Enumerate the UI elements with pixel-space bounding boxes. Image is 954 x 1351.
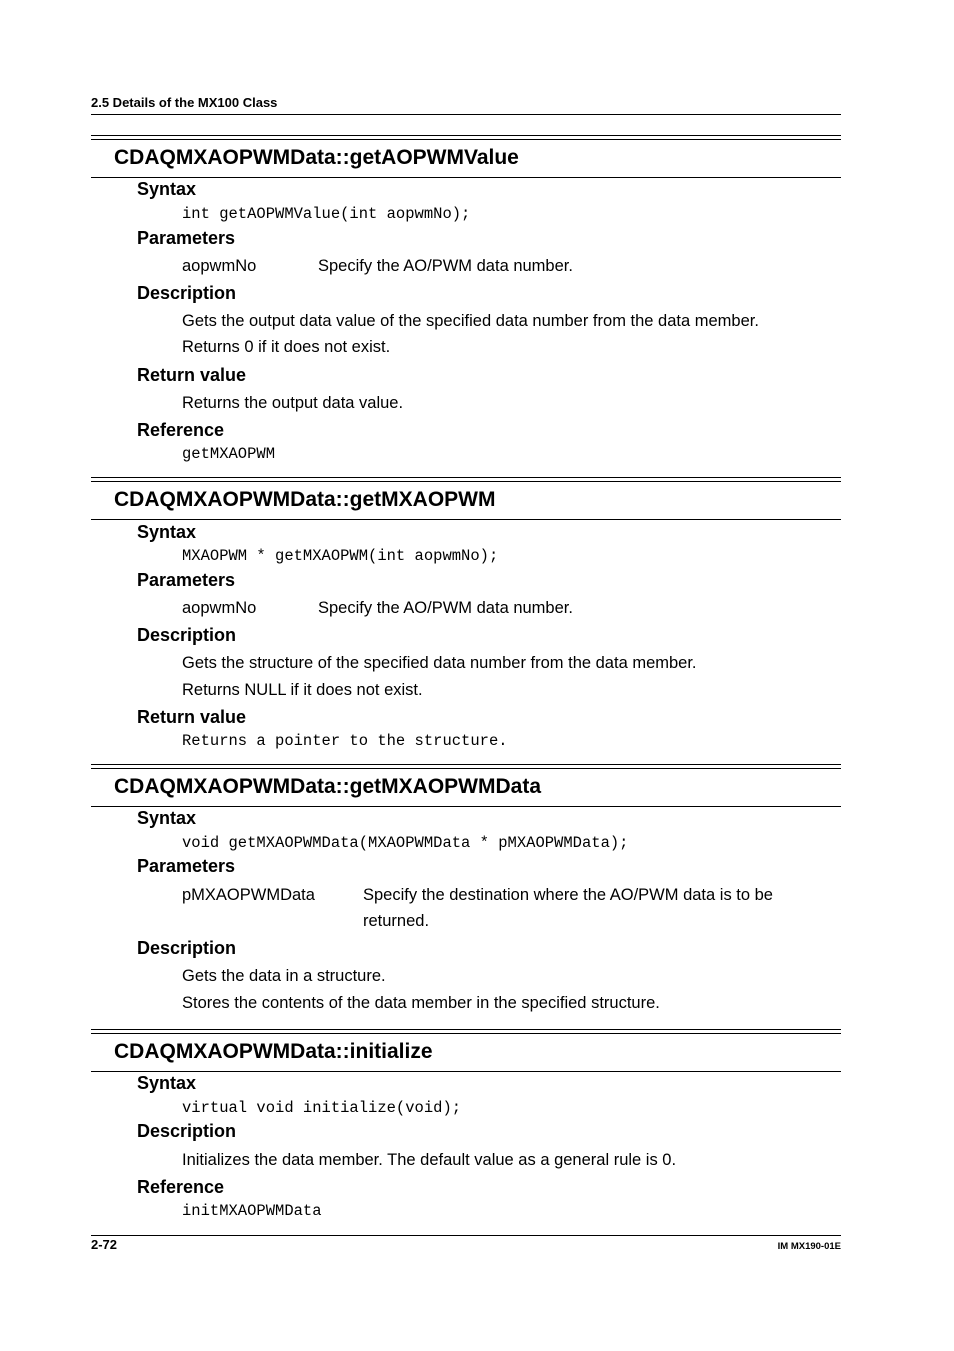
- syntax-heading: Syntax: [137, 1073, 197, 1093]
- description-line: Initializes the data member. The default value as a general rule is 0.: [182, 1151, 677, 1169]
- running-head: 2.5 Details of the MX100 Class: [91, 95, 278, 110]
- parameters-heading: Parameters: [137, 856, 236, 876]
- parameter-name: pMXAOPWMData: [182, 886, 315, 904]
- reference-heading: Reference: [137, 1177, 225, 1197]
- description-line: Gets the output data value of the specified data number from the data member.: [182, 312, 759, 330]
- parameter-name: aopwmNo: [182, 599, 257, 617]
- syntax-code: MXAOPWM * getMXAOPWM(int aopwmNo);: [182, 547, 499, 565]
- parameter-name: aopwmNo: [182, 257, 257, 275]
- page-number: 2-72: [91, 1237, 118, 1252]
- section-title: CDAQMXAOPWMData::initialize: [114, 1040, 433, 1063]
- description-heading: Description: [137, 283, 237, 303]
- section-rule-top: [91, 139, 841, 140]
- syntax-heading: Syntax: [137, 522, 197, 542]
- reference-code: initMXAOPWMData: [182, 1202, 322, 1220]
- reference-heading: Reference: [137, 420, 225, 440]
- parameter-description: Specify the AO/PWM data number.: [318, 599, 573, 617]
- syntax-code: virtual void initialize(void);: [182, 1099, 462, 1117]
- syntax-code: int getAOPWMValue(int aopwmNo);: [182, 205, 471, 223]
- description-line: Gets the structure of the specified data number from the data member.: [182, 654, 697, 672]
- section-rule-bottom: [91, 1071, 841, 1072]
- document-id: IM MX190-01E: [777, 1241, 841, 1252]
- description-line: Stores the contents of the data member in the specified structure.: [182, 994, 660, 1012]
- description-heading: Description: [137, 1121, 237, 1141]
- syntax-heading: Syntax: [137, 179, 197, 199]
- syntax-heading: Syntax: [137, 808, 197, 828]
- description-line: Returns 0 if it does not exist.: [182, 338, 391, 356]
- footer-rule: [91, 1235, 841, 1236]
- section-title: CDAQMXAOPWMData::getAOPWMValue: [114, 146, 519, 169]
- parameters-heading: Parameters: [137, 228, 236, 248]
- section-rule-top: [91, 477, 841, 478]
- section-rule-top: [91, 135, 841, 136]
- return-heading: Return value: [137, 365, 247, 385]
- section-rule-bottom: [91, 519, 841, 520]
- section-title: CDAQMXAOPWMData::getMXAOPWM: [114, 488, 496, 511]
- header-rule: [91, 114, 841, 115]
- description-heading: Description: [137, 625, 237, 645]
- return-heading: Return value: [137, 707, 247, 727]
- section-rule-top: [91, 764, 841, 765]
- return-value-code: Returns a pointer to the structure.: [182, 732, 508, 750]
- section-title: CDAQMXAOPWMData::getMXAOPWMData: [114, 775, 541, 798]
- section-rule-top: [91, 1033, 841, 1034]
- return-value-text: Returns the output data value.: [182, 394, 404, 412]
- section-rule-top: [91, 481, 841, 482]
- section-rule-bottom: [91, 806, 841, 807]
- parameter-description: Specify the AO/PWM data number.: [318, 257, 573, 275]
- description-heading: Description: [137, 938, 237, 958]
- description-line: Gets the data in a structure.: [182, 967, 386, 985]
- description-line: Returns NULL if it does not exist.: [182, 681, 423, 699]
- reference-code: getMXAOPWM: [182, 445, 276, 463]
- section-rule-top: [91, 1029, 841, 1030]
- parameter-description: Specify the destination where the AO/PWM data is to be returned.: [363, 886, 773, 930]
- section-rule-bottom: [91, 177, 841, 178]
- parameters-heading: Parameters: [137, 570, 236, 590]
- syntax-code: void getMXAOPWMData(MXAOPWMData * pMXAOPWMData);: [182, 834, 629, 852]
- section-rule-top: [91, 768, 841, 769]
- document-page: [91, 0, 841, 1351]
